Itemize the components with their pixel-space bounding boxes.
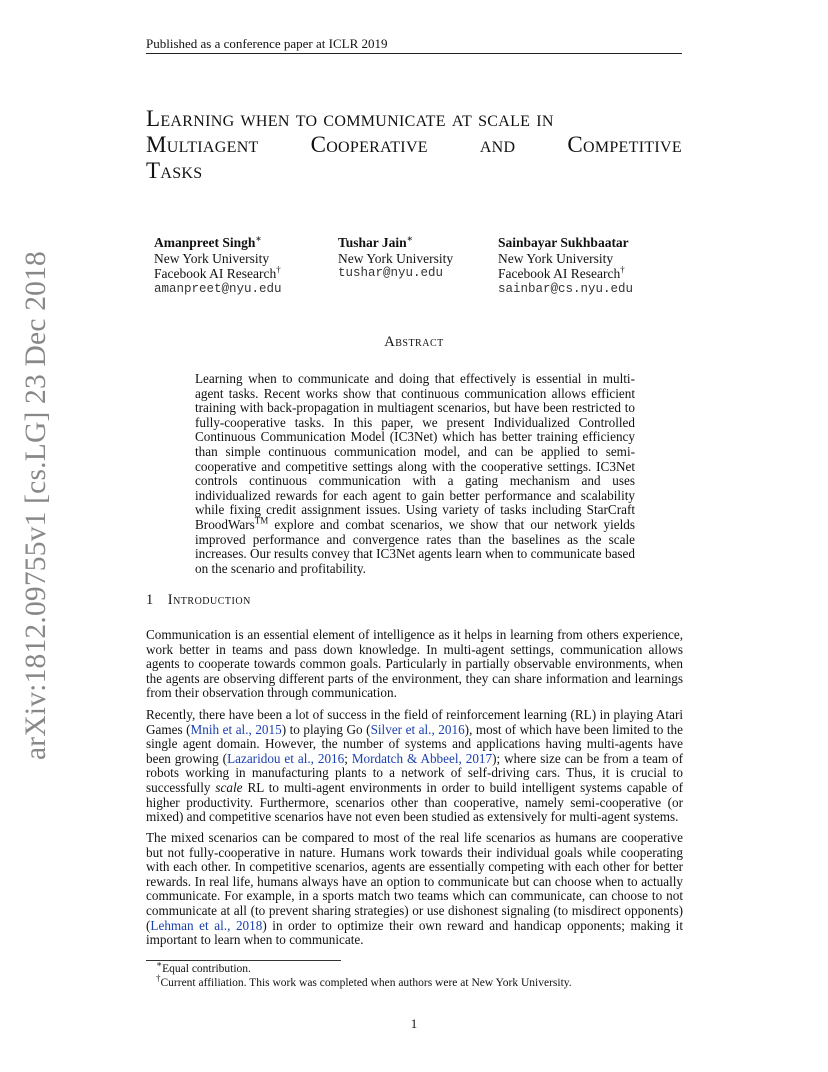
header-rule xyxy=(146,53,682,54)
equal-contribution-mark: ∗ xyxy=(406,233,413,244)
author-name xyxy=(154,235,282,251)
author-email[interactable]: tushar@nyu.edu xyxy=(338,266,444,280)
footnote-mark: † xyxy=(156,973,161,984)
author-affiliation: New York University xyxy=(338,250,454,266)
abstract-body xyxy=(195,372,635,576)
author-affiliation-2 xyxy=(154,266,282,282)
text-run: The mixed scenarios can be compared to most of the real life scenarios as humans are cooperative but not fully-cooperative in nature. Humans work towards their individual goals while cooperating with each other. In competitive scenarios, agents are essentially competing with each other for better rewards. In real life, humans always have an option to communicate but can choose when to actually communicate. For example, in a sports match two teams which can communicate, can choose to not communicate at all (to prevent sharing strategies) or use dishonest signaling (to misdirect opponents) ( xyxy=(146,830,683,933)
text-run: RL to multi-agent environments in order to build intelligent systems capable of higher productivity. Furthermore, scenarios other than cooperative, namely semi-cooperative (or mixed) and competitive scenarios have not even been studied as extensively for multi-agent systems. xyxy=(146,779,683,825)
affiliation-mark: † xyxy=(276,264,281,275)
affiliation-text: Facebook AI Research xyxy=(154,266,277,281)
footnote-rule xyxy=(146,960,341,961)
author-name: Sainbayar Sukhbaatar xyxy=(498,235,629,250)
footnote-2 xyxy=(156,973,572,990)
author-block-singh xyxy=(154,235,282,297)
footnote-text: Equal contribution. xyxy=(162,963,251,975)
title-line-1: Learning when to communicate at scale in xyxy=(146,106,554,131)
author-name xyxy=(338,235,453,251)
abstract-text-b: explore and combat scenarios, we show that our network yields improved performance and convergence rates than the baselines as the scale increases. Our results convey that IC3Net agents learn when to communicate based on the scenario and profitability. xyxy=(195,516,635,576)
title-word: Competitive xyxy=(567,132,682,157)
author-email[interactable]: sainbar@cs.nyu.edu xyxy=(498,281,634,296)
title-word: Multiagent xyxy=(146,132,259,157)
affiliation-text: Facebook AI Research xyxy=(498,266,621,281)
author-block-jain xyxy=(338,235,453,282)
author-affiliation: New York University xyxy=(498,250,614,266)
title-word: Cooperative xyxy=(310,132,428,157)
text-run: ) in order to optimize their own reward and handicap opponents; making it important to learn when to communicate. xyxy=(146,917,683,948)
citation-link[interactable]: Lehman et al., 2018 xyxy=(150,917,263,933)
arxiv-identifier[interactable]: arXiv:1812.09755v1 [cs.LG] 23 Dec 2018 xyxy=(20,251,52,760)
footnote-mark: ∗ xyxy=(156,959,163,970)
text-run: ); where size can be from a team of robots working in manufacturing plants to a network of self-driving cars. Thus, it is crucial to successfully xyxy=(146,750,683,795)
citation-link[interactable]: Mnih et al., 2015 xyxy=(190,721,282,737)
author-affiliation: New York University xyxy=(154,250,270,266)
abstract-heading: Abstract xyxy=(384,334,444,350)
intro-paragraph-3 xyxy=(146,831,683,948)
title-line-2 xyxy=(146,132,682,158)
author-block-sukhbaatar xyxy=(498,235,633,297)
citation-link[interactable]: Lazaridou et al., 2016 xyxy=(227,750,345,766)
author-name-text: Amanpreet Singh xyxy=(154,235,256,250)
section-title: Introduction xyxy=(167,592,251,608)
text-run: ) to playing Go ( xyxy=(281,721,371,737)
author-email[interactable]: amanpreet@nyu.edu xyxy=(154,281,282,296)
affiliation-mark: † xyxy=(620,264,625,275)
text-run: ), most of which have been limited to the single agent domain. However, the number of systems and applications having multi-agents have been growing ( xyxy=(146,721,683,766)
paper-title xyxy=(146,106,682,184)
equal-contribution-mark: ∗ xyxy=(255,233,262,244)
text-run: ; xyxy=(344,750,352,766)
author-name-text: Tushar Jain xyxy=(338,235,407,250)
running-header: Published as a conference paper at ICLR 2019 xyxy=(146,36,388,51)
page-number: 1 xyxy=(410,1016,418,1031)
intro-paragraph-1: Communication is an essential element of intelligence as it helps in learning from others experience, work better in teams and pass down knowledge. In multi-agent settings, communication allows agents to cooperate towards common goals. Particularly in partially observable environments, when the agents are observing different parts of the environment, they can share information and learnings from their observation through communication. xyxy=(146,627,683,701)
intro-paragraph-2 xyxy=(146,708,683,825)
section-heading xyxy=(146,592,251,609)
author-affiliation-2 xyxy=(498,266,633,282)
title-word: and xyxy=(479,132,516,157)
abstract-text-a: Learning when to communicate and doing that effectively is essential in multi-agent tasks. Recent works show that continuous communication allows efficient training with back-propagation in multiagent scenarios, but have been restricted to fully-cooperative tasks. In this paper, we present Individualized Controlled Continuous Communication Model (IC3Net) which has better training efficiency than simple continuous communication model, and can be applied to semi-cooperative and competitive settings along with the cooperative settings. IC3Net controls continuous communication with a gating mechanism and uses individualized rewards for each agent to gain better performance and scalability while fixing credit assignment issues. Using variety of tasks including StarCraft BroodWars xyxy=(195,371,635,532)
emphasis-text: scale xyxy=(215,779,243,795)
citation-link[interactable]: Mordatch & Abbeel, 2017 xyxy=(351,750,493,766)
title-line-3: Tasks xyxy=(146,158,203,183)
footnote-text: Current affiliation. This work was completed when authors were at New York University. xyxy=(160,977,572,989)
citation-link[interactable]: Silver et al., 2016 xyxy=(370,721,465,737)
section-number: 1 xyxy=(146,592,154,608)
text-run: Recently, there have been a lot of success in the field of reinforcement learning (RL) in playing Atari Games ( xyxy=(146,707,683,737)
footnote-1 xyxy=(156,959,251,976)
trademark-mark: TM xyxy=(254,515,269,526)
